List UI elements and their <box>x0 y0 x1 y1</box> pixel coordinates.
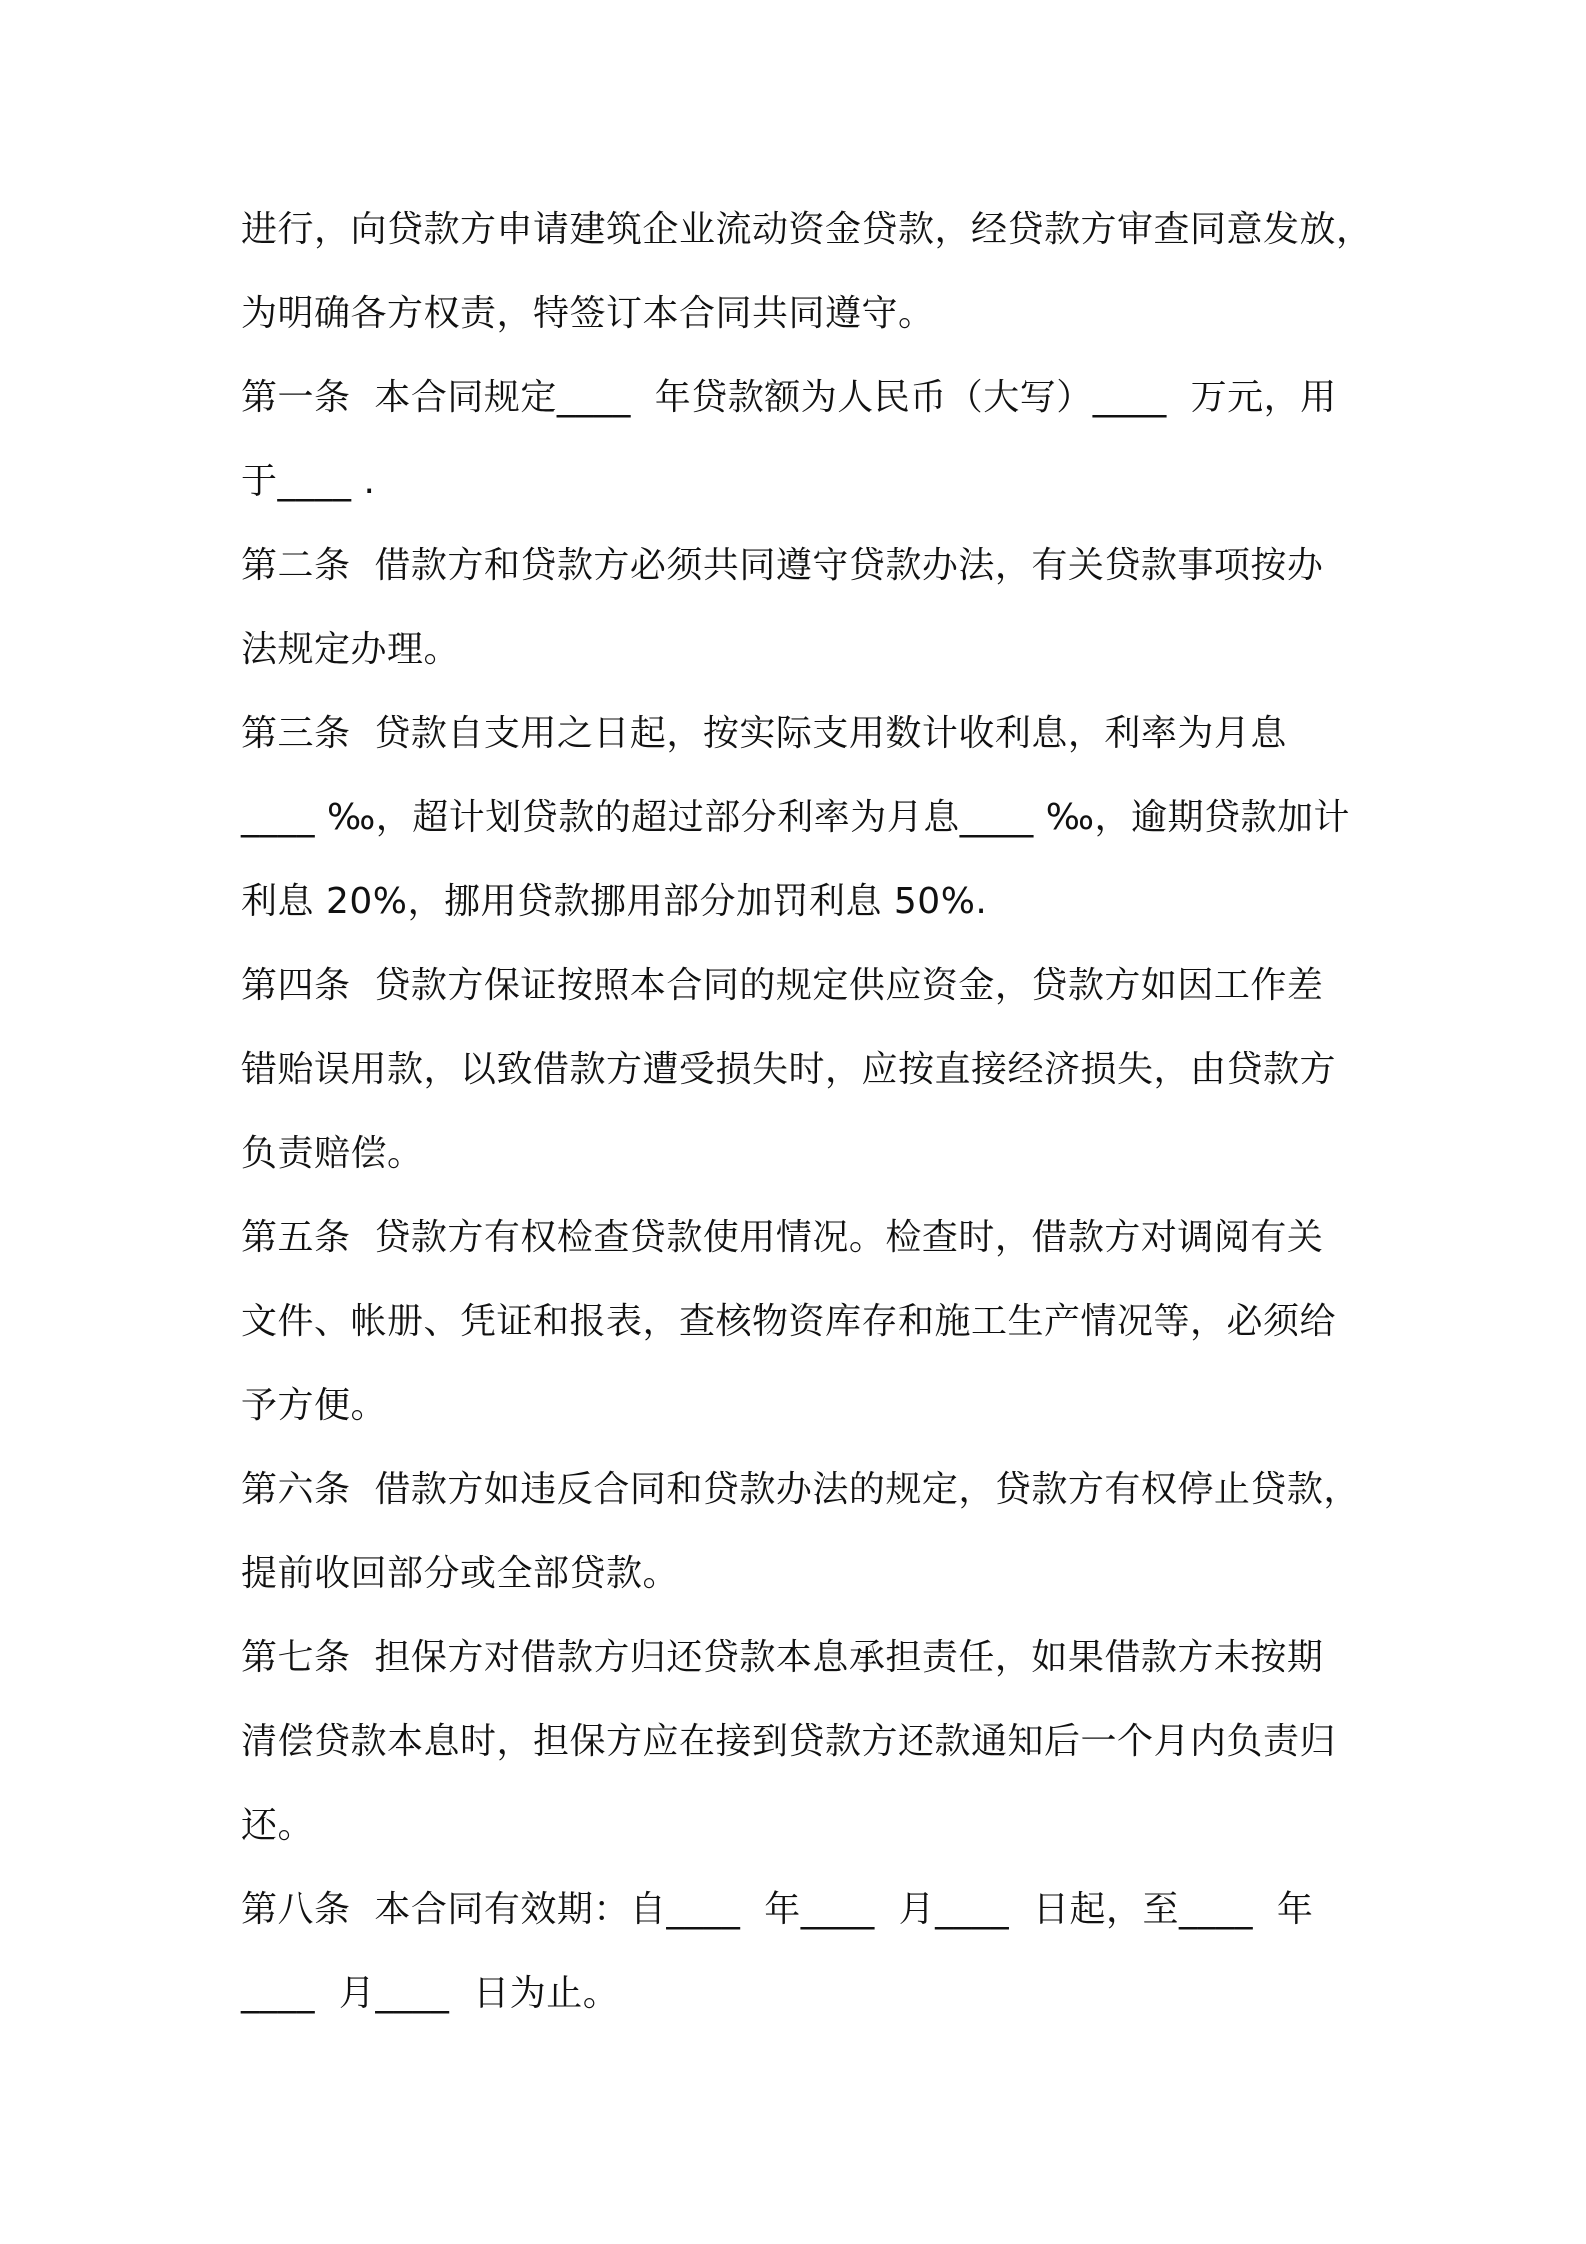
text-line: 负责赔偿。 <box>241 1133 424 1174</box>
text-line: 清偿贷款本息时，担保方应在接到贷款方还款通知后一个月内负责归 <box>241 1721 1337 1762</box>
text-line: 提前收回部分或全部贷款。 <box>241 1553 680 1594</box>
text-line: ____ 月____ 日为止。 <box>241 1973 620 2014</box>
article-3-line: 第三条 贷款自支用之日起，按实际支用数计收利息，利率为月息 <box>241 713 1287 754</box>
text-line: ____ ‰，超计划贷款的超过部分利率为月息____ ‰，逾期贷款加计 <box>241 797 1350 838</box>
article-5-line: 第五条 贷款方有权检查贷款使用情况。检查时，借款方对调阅有关 <box>241 1217 1324 1258</box>
text-line: 为明确各方权责，特签订本合同共同遵守。 <box>241 293 935 334</box>
article-6-line: 第六条 借款方如违反合同和贷款办法的规定，贷款方有权停止贷款， <box>241 1469 1360 1510</box>
text-line: 利息 20%，挪用贷款挪用部分加罚利息 50%. <box>241 881 988 922</box>
text-line: 于____ . <box>241 461 376 502</box>
article-8-line: 第八条 本合同有效期：自____ 年____ 月____ 日起，至____ 年 <box>241 1889 1314 1930</box>
article-1-line: 第一条 本合同规定____ 年贷款额为人民币（大写）____ 万元，用 <box>241 377 1337 418</box>
article-4-line: 第四条 贷款方保证按照本合同的规定供应资金，贷款方如因工作差 <box>241 965 1324 1006</box>
text-line: 进行，向贷款方申请建筑企业流动资金贷款，经贷款方审查同意发放， <box>241 209 1373 250</box>
article-2-line: 第二条 借款方和贷款方必须共同遵守贷款办法，有关贷款事项按办 <box>241 545 1324 586</box>
text-line: 文件、帐册、凭证和报表，查核物资库存和施工生产情况等，必须给 <box>241 1301 1337 1342</box>
text-line: 错贻误用款，以致借款方遭受损失时，应按直接经济损失，由贷款方 <box>241 1049 1337 1090</box>
text-line: 法规定办理。 <box>241 629 461 670</box>
text-line: 还。 <box>241 1805 315 1846</box>
text-line: 予方便。 <box>241 1385 388 1426</box>
article-7-line: 第七条 担保方对借款方归还贷款本息承担责任，如果借款方未按期 <box>241 1637 1324 1678</box>
